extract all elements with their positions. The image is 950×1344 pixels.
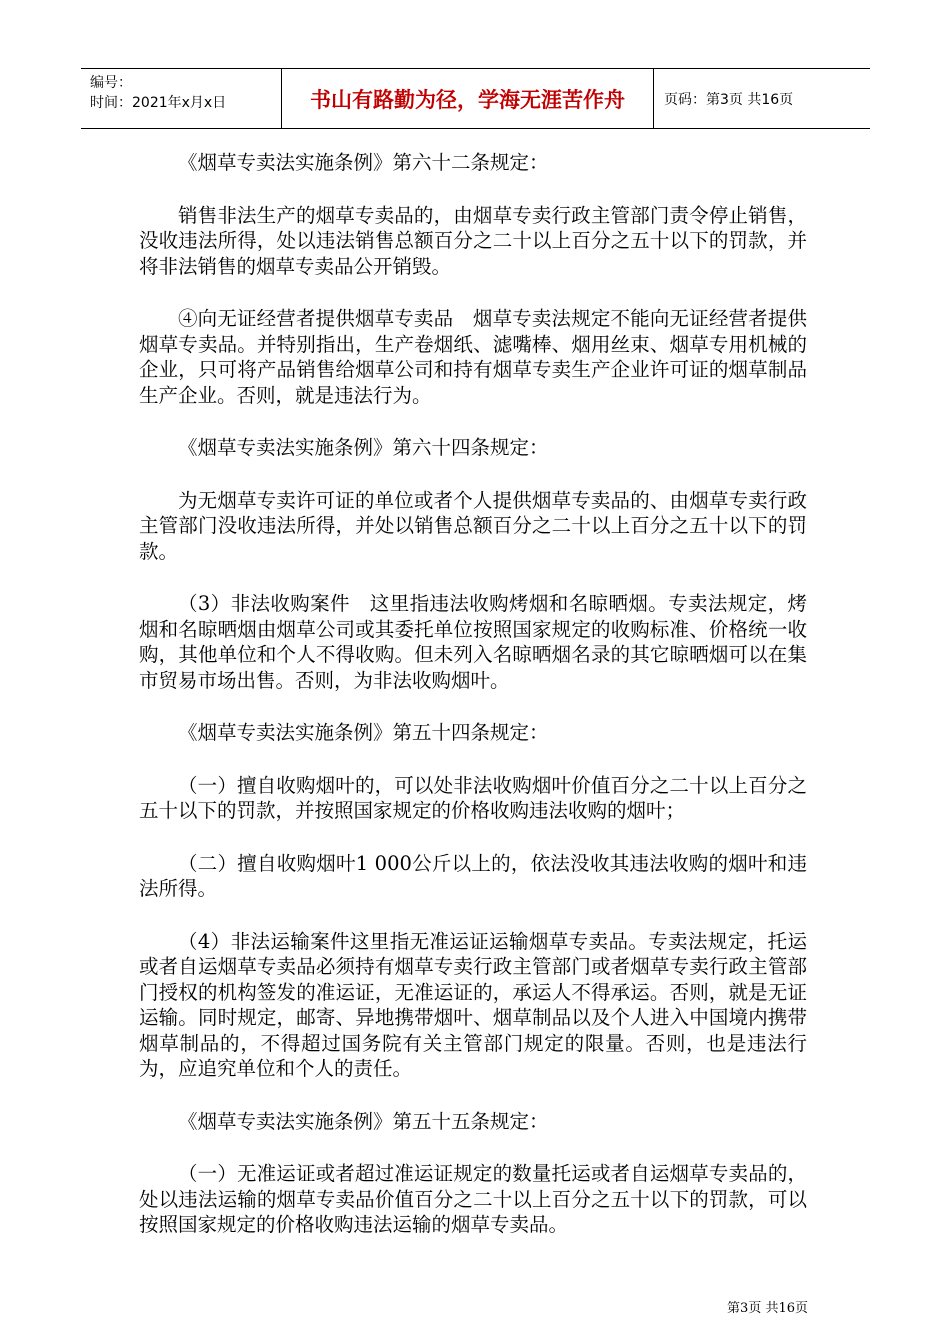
header-motto: 书山有路勤为径，学海无涯苦作舟 — [282, 69, 654, 128]
page-footer: 第3页 共16页 — [727, 1301, 808, 1316]
paragraph: （一）擅自收购烟叶的，可以处非法收购烟叶价值百分之二十以上百分之五十以下的罚款，并按照国家规定的价格收购违法收购的烟叶； — [139, 773, 807, 822]
paragraph: 销售非法生产的烟草专卖品的，由烟草专卖行政主管部门责令停止销售，没收违法所得，处以违法销售总额百分之二十以上百分之五十以下的罚款，并将非法销售的烟草专卖品公开销毁。 — [139, 203, 807, 278]
paragraph: （一）无准运证或者超过准运证规定的数量托运或者自运烟草专卖品的，处以违法运输的烟草专卖品价值百分之二十以上百分之五十以下的罚款，可以按照国家规定的价格收购违法运输的烟草专卖品。 — [139, 1162, 807, 1236]
paragraph: （3）非法收购案件 这里指违法收购烤烟和名晾晒烟。专卖法规定，烤烟和名晾晒烟由烟草公司或其委托单位按照国家规定的收购标准、价格统一收购，其他单位和个人不得收购。但未列入名晾晒烟名录的其它晾晒烟可以在集市贸易市场出售。否则，为非法收购烟叶。 — [139, 592, 807, 692]
paragraph: 《烟草专卖法实施条例》第六十四条规定： — [178, 436, 549, 459]
document-body — [139, 150, 807, 1265]
paragraph: 《烟草专卖法实施条例》第六十二条规定： — [178, 151, 549, 174]
document-time-label: 时间：2021年x月x日 — [90, 95, 227, 111]
paragraph: 为无烟草专卖许可证的单位或者个人提供烟草专卖品的、由烟草专卖行政主管部门没收违法所得，并处以销售总额百分之二十以上百分之五十以下的罚款。 — [139, 488, 807, 563]
header-meta — [81, 69, 282, 128]
paragraph: 《烟草专卖法实施条例》第五十五条规定： — [178, 1109, 549, 1133]
header-page-number: 页码：第3页 共16页 — [664, 91, 794, 108]
document-number-label: 编号： — [90, 75, 132, 91]
paragraph: （二）擅自收购烟叶1 000公斤以上的，依法没收其违法收购的烟叶和违法所得。 — [139, 851, 807, 900]
paragraph: 《烟草专卖法实施条例》第五十四条规定： — [178, 721, 549, 744]
paragraph: ④向无证经营者提供烟草专卖品 烟草专卖法规定不能向无证经营者提供烟草专卖品。并特别指出，生产卷烟纸、滤嘴棒、烟用丝束、烟草专用机械的企业，只可将产品销售给烟草公司和持有烟草专卖生产企业许可证的烟草制品生产企业。否则，就是违法行为。 — [139, 307, 807, 407]
page-header — [81, 68, 870, 129]
paragraph: （4）非法运输案件这里指无准运证运输烟草专卖品。专卖法规定，托运或者自运烟草专卖品必须持有烟草专卖行政主管部门或者烟草专卖行政主管部门授权的机构签发的准运证，无准运证的，承运人不得承运。否则，就是无证运输。同时规定，邮寄、异地携带烟叶、烟草制品以及个人进入中国境内携带烟草制品的，不得超过国务院有关主管部门规定的限量。否则，也是违法行为，应追究单位和个人的责任。 — [139, 929, 807, 1080]
